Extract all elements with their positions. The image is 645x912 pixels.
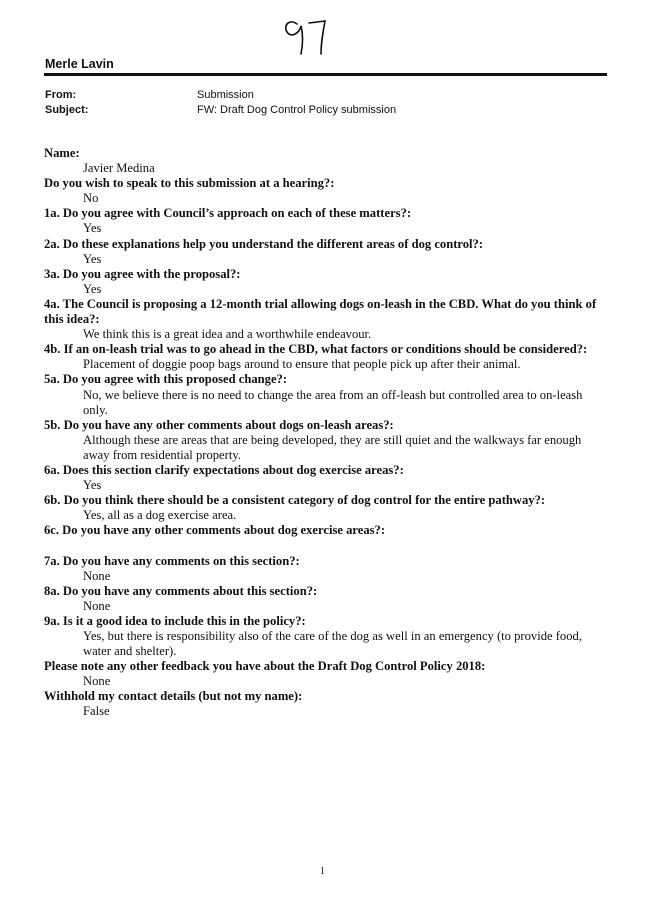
answer-name: Javier Medina <box>83 161 155 176</box>
question-4a: 4a. The Council is proposing a 12-month trial allowing dogs on-leash in the CBD. What do you think of this idea?: <box>44 296 597 327</box>
answer-9a: Yes, but there is responsibility also of the care of the dog as well in an emergency (to provide food, water and shelter). <box>83 629 582 659</box>
subject-label: Subject: <box>45 104 89 116</box>
question-6b: 6b. Do you think there should be a consistent category of dog control for the entire pathway?: <box>44 493 546 508</box>
header-rule <box>44 73 607 76</box>
from-label: From: <box>45 89 77 101</box>
handwritten-97-drawing <box>279 8 339 58</box>
question-6c: 6c. Do you have any other comments about dog exercise areas?: <box>44 523 386 538</box>
subject-value: FW: Draft Dog Control Policy submission <box>197 104 397 116</box>
answer-6a: Yes <box>83 478 102 493</box>
question-3a: 3a. Do you agree with the proposal?: <box>44 266 241 281</box>
answer-7a: None <box>83 568 111 583</box>
question-5a: 5a. Do you agree with this proposed change?: <box>44 372 288 387</box>
answer-4a: We think this is a great idea and a worthwhile endeavour. <box>83 327 372 342</box>
question-5b: 5b. Do you have any other comments about dogs on-leash areas?: <box>44 417 394 432</box>
answer-8a: None <box>83 598 111 613</box>
answer-3a: Yes <box>83 281 102 296</box>
handwritten-page-number <box>279 8 339 58</box>
sender-name: Merle Lavin <box>45 57 114 71</box>
question-8a: 8a. Do you have any comments about this section?: <box>44 583 318 598</box>
question-9a: 9a. Is it a good idea to include this in the policy?: <box>44 613 306 628</box>
answer-4b: Placement of doggie poop bags around to ensure that people pick up after their animal. <box>83 357 521 372</box>
question-2a: 2a. Do these explanations help you understand the different areas of dog control?: <box>44 236 484 251</box>
question-1a: 1a. Do you agree with Council’s approach on each of these matters?: <box>44 206 412 221</box>
question-name: Name: <box>44 146 80 160</box>
question-7a: 7a. Do you have any comments on this section?: <box>44 553 300 568</box>
from-value: Submission <box>197 89 254 101</box>
submission-body <box>44 146 609 720</box>
footer-page-number: 1 <box>320 866 325 877</box>
answer-5a: No, we believe there is no need to change the area from an off-leash but controlled area to on-leash only. <box>83 387 583 417</box>
answer-2a: Yes <box>83 251 102 266</box>
question-hearing: Do you wish to speak to this submission at a hearing?: <box>44 176 335 191</box>
answer-withhold-details: False <box>83 704 110 719</box>
question-6a: 6a. Does this section clarify expectations about dog exercise areas?: <box>44 462 404 477</box>
answer-1a: Yes <box>83 221 102 236</box>
answer-6b: Yes, all as a dog exercise area. <box>83 508 237 523</box>
question-other-feedback: Please note any other feedback you have about the Draft Dog Control Policy 2018: <box>44 659 486 674</box>
answer-5b: Although these are areas that are being developed, they are still quiet and the walkways far enough away from residential property. <box>83 432 582 462</box>
answer-6c-blank <box>44 538 609 553</box>
answer-hearing: No <box>83 191 99 206</box>
question-4b: 4b. If an on-leash trial was to go ahead in the CBD, what factors or conditions should be considered?: <box>44 342 588 357</box>
question-withhold-details: Withhold my contact details (but not my name): <box>44 689 303 704</box>
answer-other-feedback: None <box>83 674 111 689</box>
